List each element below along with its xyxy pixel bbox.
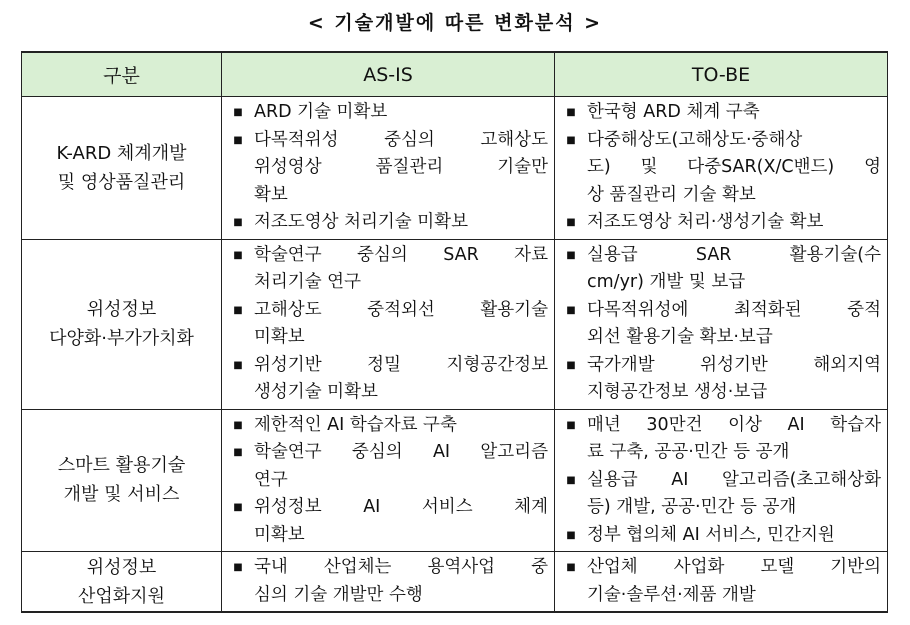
item-text-line: 저조도영상 처리·생성기술 확보 bbox=[587, 212, 824, 232]
list-item bbox=[555, 352, 881, 407]
list-item bbox=[555, 99, 881, 127]
bullet-list bbox=[555, 552, 887, 611]
category-cell bbox=[22, 239, 222, 409]
item-text-line: 매년 30만건 이상 AI 학습자 bbox=[587, 414, 881, 435]
item-text-line: 실용급 AI 알고리즘(초고해상화 bbox=[587, 469, 881, 490]
bullet-list bbox=[222, 410, 554, 552]
header-category: 구분 bbox=[22, 52, 222, 97]
as-is-cell bbox=[222, 239, 555, 409]
item-text-line: ARD 기술 미확보 bbox=[254, 102, 388, 122]
list-item bbox=[222, 554, 548, 609]
bullet-list bbox=[555, 410, 887, 552]
category-cell bbox=[22, 97, 222, 240]
item-text-line: 도) 및 다중SAR(X/C밴드) 영 bbox=[587, 157, 881, 177]
list-item bbox=[555, 242, 881, 297]
list-item bbox=[222, 494, 548, 549]
item-text-line: 심의 기술 개발만 수행 bbox=[254, 584, 423, 605]
list-item bbox=[222, 242, 548, 297]
square-bullet-icon: ■ bbox=[566, 562, 576, 573]
item-text-line: 다목적위성 중심의 고해상도 bbox=[254, 129, 548, 150]
item-text-line: 처리기술 연구 bbox=[254, 272, 361, 292]
item-text-line: 학술연구 중심의 SAR 자료 bbox=[254, 244, 548, 265]
category-line: 위성정보 bbox=[86, 299, 157, 320]
item-text-line: 저조도영상 처리기술 미확보 bbox=[254, 212, 468, 232]
category-cell bbox=[22, 552, 222, 613]
square-bullet-icon: ■ bbox=[566, 134, 576, 146]
bullet-list bbox=[222, 97, 554, 239]
item-text-line: 생성기술 미확보 bbox=[254, 382, 378, 402]
square-bullet-icon: ■ bbox=[233, 134, 243, 146]
to-be-cell bbox=[555, 552, 888, 613]
list-item bbox=[222, 99, 548, 127]
item-text-line: 제한적인 AI 학습자료 구축 bbox=[254, 414, 457, 435]
item-text-line: cm/yr) 개발 및 보급 bbox=[587, 272, 746, 292]
header-row bbox=[22, 52, 888, 97]
list-item bbox=[222, 127, 548, 210]
bullet-list bbox=[222, 552, 554, 611]
header-to-be: TO-BE bbox=[555, 52, 888, 97]
item-text-line: 기술·솔루션·제품 개발 bbox=[587, 584, 756, 605]
bullet-list bbox=[555, 97, 887, 239]
list-item bbox=[555, 522, 881, 550]
table-row bbox=[22, 552, 888, 613]
category-line: 및 영상품질관리 bbox=[57, 171, 186, 193]
table-row bbox=[22, 97, 888, 240]
to-be-cell bbox=[555, 97, 888, 240]
square-bullet-icon: ■ bbox=[566, 419, 576, 431]
item-text-line: 고해상도 중적외선 활용기술 bbox=[254, 299, 548, 320]
to-be-cell bbox=[555, 409, 888, 552]
list-item bbox=[222, 352, 548, 407]
table-row bbox=[22, 409, 888, 552]
item-text-line: 외선 활용기술 확보·보급 bbox=[587, 327, 773, 347]
list-item bbox=[222, 412, 548, 440]
as-is-cell bbox=[222, 97, 555, 240]
item-text-line: 위성영상 품질관리 기술만 bbox=[254, 157, 548, 177]
category-line: 개발 및 서비스 bbox=[63, 484, 180, 506]
as-is-cell bbox=[222, 409, 555, 552]
square-bullet-icon: ■ bbox=[566, 529, 576, 541]
category-line: 위성정보 bbox=[86, 556, 157, 578]
to-be-cell bbox=[555, 239, 888, 409]
item-text-line: 국가개발 위성기반 해외지역 bbox=[587, 354, 881, 375]
category-line: K-ARD 체계개발 bbox=[56, 142, 187, 164]
item-text-line: 학술연구 중심의 AI 알고리즘 bbox=[254, 442, 548, 462]
square-bullet-icon: ■ bbox=[566, 107, 576, 118]
square-bullet-icon: ■ bbox=[233, 447, 243, 458]
category-line: 스마트 활용기술 bbox=[57, 455, 186, 477]
list-item bbox=[222, 439, 548, 494]
square-bullet-icon: ■ bbox=[566, 304, 576, 316]
item-text-line: 료 구축, 공공·민간 등 공개 bbox=[587, 442, 790, 462]
item-text-line: 정부 협의체 AI 서비스, 민간지원 bbox=[587, 524, 835, 545]
item-text-line: 등) 개발, 공공·민간 등 공개 bbox=[587, 497, 797, 517]
list-item bbox=[555, 554, 881, 609]
bullet-list bbox=[555, 240, 887, 409]
square-bullet-icon: ■ bbox=[566, 249, 576, 261]
header-as-is: AS-IS bbox=[222, 52, 555, 97]
item-text-line: 실용급 SAR 활용기술(수 bbox=[587, 244, 881, 265]
list-item bbox=[555, 412, 881, 467]
item-text-line: 다중해상도(고해상도·중해상 bbox=[587, 129, 803, 150]
bullet-list bbox=[222, 240, 554, 409]
item-text-line: 위성기반 정밀 지형공간정보 bbox=[254, 354, 548, 375]
list-item bbox=[222, 209, 548, 237]
square-bullet-icon: ■ bbox=[233, 359, 243, 371]
item-text-line: 미확보 bbox=[254, 524, 305, 545]
table-row bbox=[22, 239, 888, 409]
square-bullet-icon: ■ bbox=[233, 249, 243, 261]
square-bullet-icon: ■ bbox=[233, 217, 243, 228]
as-is-cell bbox=[222, 552, 555, 613]
square-bullet-icon: ■ bbox=[233, 419, 243, 431]
category-cell bbox=[22, 409, 222, 552]
item-text-line: 지형공간정보 생성·보급 bbox=[587, 382, 768, 402]
item-text-line: 미확보 bbox=[254, 327, 305, 347]
item-text-line: 국내 산업체는 용역사업 중 bbox=[254, 557, 548, 577]
item-text-line: 연구 bbox=[254, 469, 288, 490]
list-item bbox=[555, 467, 881, 522]
item-text-line: 산업체 사업화 모델 기반의 bbox=[587, 557, 881, 577]
category-line: 산업화지원 bbox=[78, 585, 165, 607]
square-bullet-icon: ■ bbox=[566, 217, 576, 228]
item-text-line: 한국형 ARD 체계 구축 bbox=[587, 102, 760, 122]
page-title: < 기술개발에 따른 변화분석 > bbox=[307, 12, 603, 34]
list-item bbox=[222, 297, 548, 352]
square-bullet-icon: ■ bbox=[233, 502, 243, 513]
item-text-line: 상 품질관리 기술 확보 bbox=[587, 184, 756, 205]
item-text-line: 확보 bbox=[254, 184, 288, 205]
list-item bbox=[555, 209, 881, 237]
comparison-table bbox=[21, 51, 888, 613]
list-item bbox=[555, 297, 881, 352]
square-bullet-icon: ■ bbox=[233, 304, 243, 316]
square-bullet-icon: ■ bbox=[566, 474, 576, 486]
list-item bbox=[555, 127, 881, 210]
square-bullet-icon: ■ bbox=[233, 107, 243, 118]
item-text-line: 다목적위성에 최적화된 중적 bbox=[587, 299, 881, 320]
item-text-line: 위성정보 AI 서비스 체계 bbox=[254, 497, 548, 517]
square-bullet-icon: ■ bbox=[233, 562, 243, 573]
square-bullet-icon: ■ bbox=[566, 359, 576, 371]
category-line: 다양화·부가가치화 bbox=[49, 328, 194, 349]
